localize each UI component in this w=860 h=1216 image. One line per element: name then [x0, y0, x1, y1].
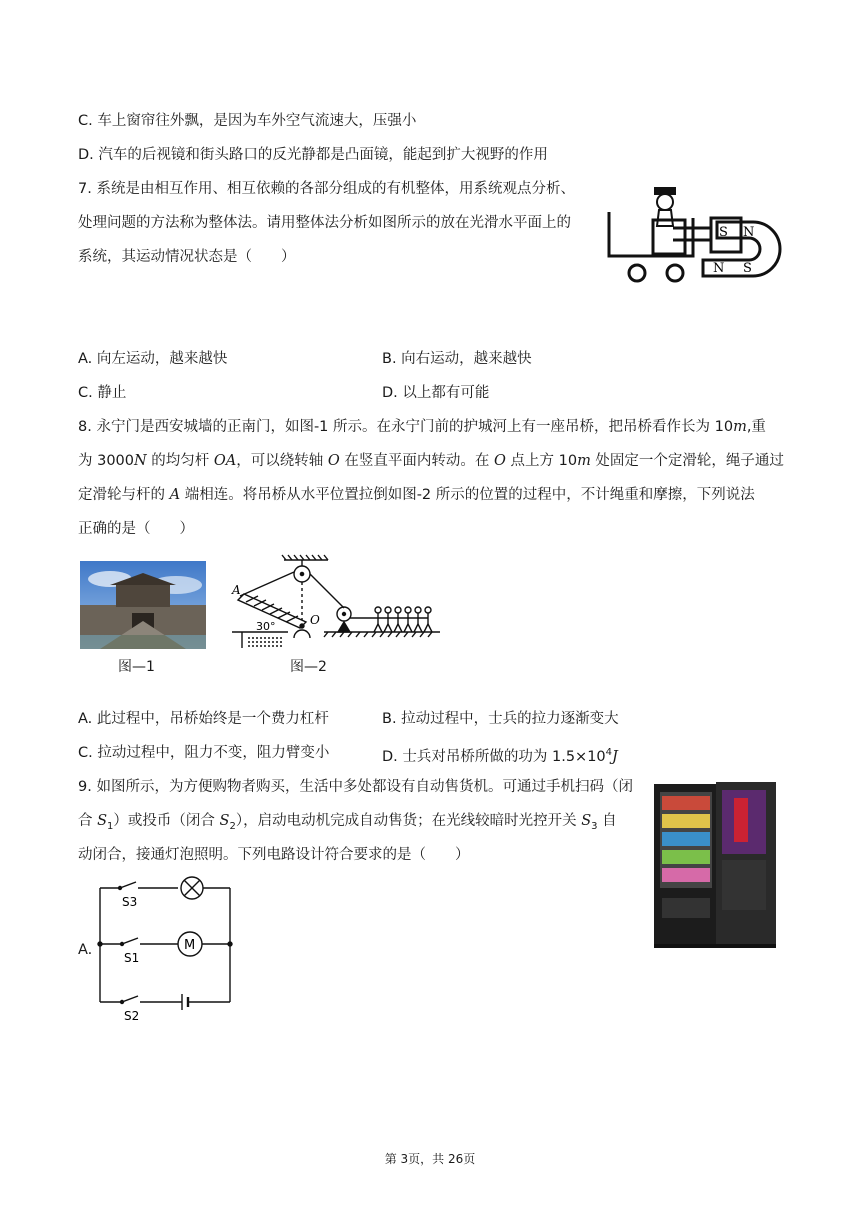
q7-stem-line3: 系统，其运动情况状态是（ ） [78, 249, 296, 265]
q9-stem-line3: 动闭合，接通灯泡照明。下列电路设计符合要求的是（ ） [78, 847, 470, 863]
q7-magnet-label-n1: N [743, 225, 755, 240]
q9-circuit-motor-label: M [184, 938, 196, 953]
q8-option-a: A. 此过程中，吊桥始终是一个费力杠杆 [78, 711, 329, 727]
q8-option-b: B. 拉动过程中，士兵的拉力逐渐变大 [382, 711, 619, 727]
q9-vending-machine-photo [650, 780, 782, 950]
q9-option-a-label: A. [78, 942, 93, 958]
q7-stem-line2: 处理问题的方法称为整体法。请用整体法分析如图所示的放在光滑水平面上的 [78, 215, 571, 231]
q8-fig2-angle: 30° [256, 620, 276, 633]
q8-stem-line1: 8. 永宁门是西安城墙的正南门，如图-1 所示。在永宁门前的护城河上有一座吊桥，把吊桥看作长为 10m,重 [78, 419, 766, 435]
q7-cart-magnet-figure [603, 180, 785, 288]
q8-drawbridge-diagram [228, 552, 448, 656]
q7-stem-line1: 7. 系统是由相互作用、相互依赖的各部分组成的有机整体，用系统观点分析、 [78, 181, 575, 197]
q7-magnet-label-s1: S [719, 225, 728, 240]
q7-magnet-label-s2: S [743, 261, 752, 276]
q8-fig2-label-a: A [232, 583, 241, 597]
q7-option-d: D. 以上都有可能 [382, 385, 490, 401]
q9-stem-line2: 合 $S_1$）或投币（闭合 $S_2$），启动电动机完成自动售货；在光线较暗时光控开关 $S_3$ 自 [78, 813, 617, 832]
q9-stem-line1: 9. 如图所示，为方便购物者购买，生活中多处都设有自动售货机。可通过手机扫码（闭 [78, 779, 633, 795]
q9-circuit-s3-label: S3 [122, 895, 138, 909]
q7-option-a: A. 向左运动，越来越快 [78, 351, 228, 367]
q8-option-d: D. 士兵对吊桥所做的功为 $1.5\times 10^4J$ [382, 747, 618, 765]
q8-option-c: C. 拉动过程中，阻力不变，阻力臂变小 [78, 745, 330, 761]
q6-option-d: D. 汽车的后视镜和街头路口的反光静都是凸面镜，能起到扩大视野的作用 [78, 147, 548, 163]
q9-circuit-s1-label: S1 [124, 951, 140, 965]
q8-fig1-caption: 图—1 [118, 659, 155, 675]
q8-fig2-label-o: O [310, 613, 320, 627]
q7-magnet-label-n2: N [713, 261, 725, 276]
q8-gate-photo [80, 561, 206, 649]
page-footer: 第 3页，共 26页 [384, 1152, 476, 1166]
q7-option-c: C. 静止 [78, 385, 127, 401]
q7-option-b: B. 向右运动，越来越快 [382, 351, 532, 367]
q8-stem-line2: 为 3000N 的均匀杆 OA，可以绕转轴 O 在竖直平面内转动。在 O 点上方 10m 处固定一个定滑轮，绳子通过 [78, 453, 784, 469]
q6-option-c: C. 车上窗帘往外飘，是因为车外空气流速大，压强小 [78, 113, 417, 129]
q8-stem-line3: 定滑轮与杆的 A 端相连。将吊桥从水平位置拉倒如图-2 所示的位置的过程中，不计绳重和摩擦，下列说法 [78, 487, 755, 503]
q9-circuit-option-a [96, 874, 238, 1022]
q8-stem-line4: 正确的是（ ） [78, 521, 194, 537]
q8-fig2-caption: 图—2 [290, 659, 327, 675]
q9-circuit-s2-label: S2 [124, 1009, 140, 1022]
